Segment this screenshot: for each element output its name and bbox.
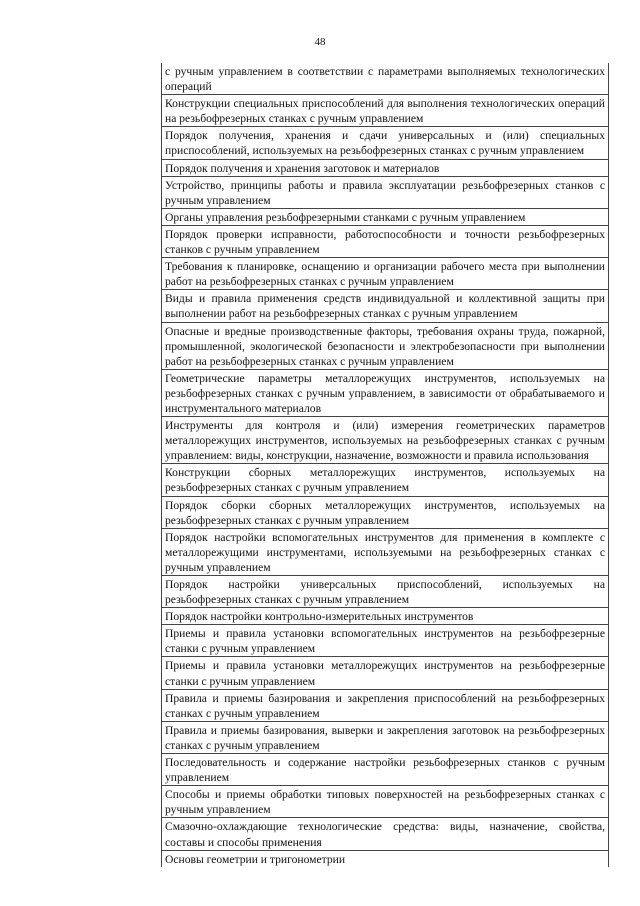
table-row: Порядок настройки универсальных приспособлений, используемых на резьбофрезерных станках с ручным управлением <box>162 576 608 608</box>
table-row: Правила и приемы базирования, выверки и закрепления заготовок на резьбофрезерных станках с ручным управлением <box>162 722 608 754</box>
table-row: Порядок проверки исправности, работоспособности и точности резьбофрезерных станков с ручным управлением <box>162 226 608 258</box>
table-row: Требования к планировке, оснащению и организации рабочего места при выполнении работ на резьбофрезерных станках с ручным управлением <box>162 258 608 290</box>
table-row: Порядок сборки сборных металлорежущих инструментов, используемых на резьбофрезерных станках с ручным управлением <box>162 497 608 529</box>
table-row: Конструкции специальных приспособлений для выполнения технологических операций на резьбофрезерных станках с ручным управлением <box>162 95 608 127</box>
table-row: Органы управления резьбофрезерными станками с ручным управлением <box>162 209 608 226</box>
table-row: Опасные и вредные производственные факторы, требования охраны труда, пожарной, промышленной, экологической безопасности и электробезопасности при выполнении работ на резьбофрезерных станках с ручным управлением <box>162 323 608 370</box>
table-row: Порядок получения и хранения заготовок и материалов <box>162 160 608 177</box>
table-row: с ручным управлением в соответствии с параметрами выполняемых технологических операций <box>162 63 608 95</box>
page-number: 48 <box>314 36 326 48</box>
table-row: Основы геометрии и тригонометрии <box>165 852 346 866</box>
table-row: Порядок настройки контрольно-измерительных инструментов <box>162 608 608 625</box>
table-row: Конструкции сборных металлорежущих инструментов, используемых на резьбофрезерных станках с ручным управлением <box>162 464 608 496</box>
table-row: Последовательность и содержание настройки резьбофрезерных станков с ручным управлением <box>162 754 608 786</box>
table-row: Виды и правила применения средств индивидуальной и коллективной защиты при выполнении работ на резьбофрезерных станках с ручным управлением <box>162 290 608 322</box>
table-row: Приемы и правила установки металлорежущих инструментов на резьбофрезерные станки с ручным управлением <box>162 657 608 689</box>
table-row: Правила и приемы базирования и закрепления приспособлений на резьбофрезерных станках с ручным управлением <box>162 690 608 722</box>
table-row: Инструменты для контроля и (или) измерения геометрических параметров металлорежущих инструментов, используемых на резьбофрезерных станках с ручным управлением: виды, конструкции, назначение, возможности и правила использования <box>162 417 608 464</box>
table-row: Геометрические параметры металлорежущих инструментов, используемых на резьбофрезерных станках с ручным управлением, в зависимости от обрабатываемого и инструментального материалов <box>162 370 608 417</box>
table-row: Способы и приемы обработки типовых поверхностей на резьбофрезерных станках с ручным управлением <box>162 786 608 818</box>
table-row: Приемы и правила установки вспомогательных инструментов на резьбофрезерные станки с ручным управлением <box>162 625 608 657</box>
table-row: Порядок настройки вспомогательных инструментов для применения в комплекте с металлорежущими инструментами, используемыми на резьбофрезерных станках с ручным управлением <box>162 529 608 576</box>
knowledge-table <box>161 63 609 867</box>
table-row: Смазочно-охлаждающие технологические средства: виды, назначение, свойства, составы и способы применения <box>162 818 608 850</box>
table-row: Устройство, принципы работы и правила эксплуатации резьбофрезерных станков с ручным управлением <box>162 177 608 209</box>
table-row: Порядок получения, хранения и сдачи универсальных и (или) специальных приспособлений, используемых на резьбофрезерных станках с ручным управлением <box>162 127 608 159</box>
